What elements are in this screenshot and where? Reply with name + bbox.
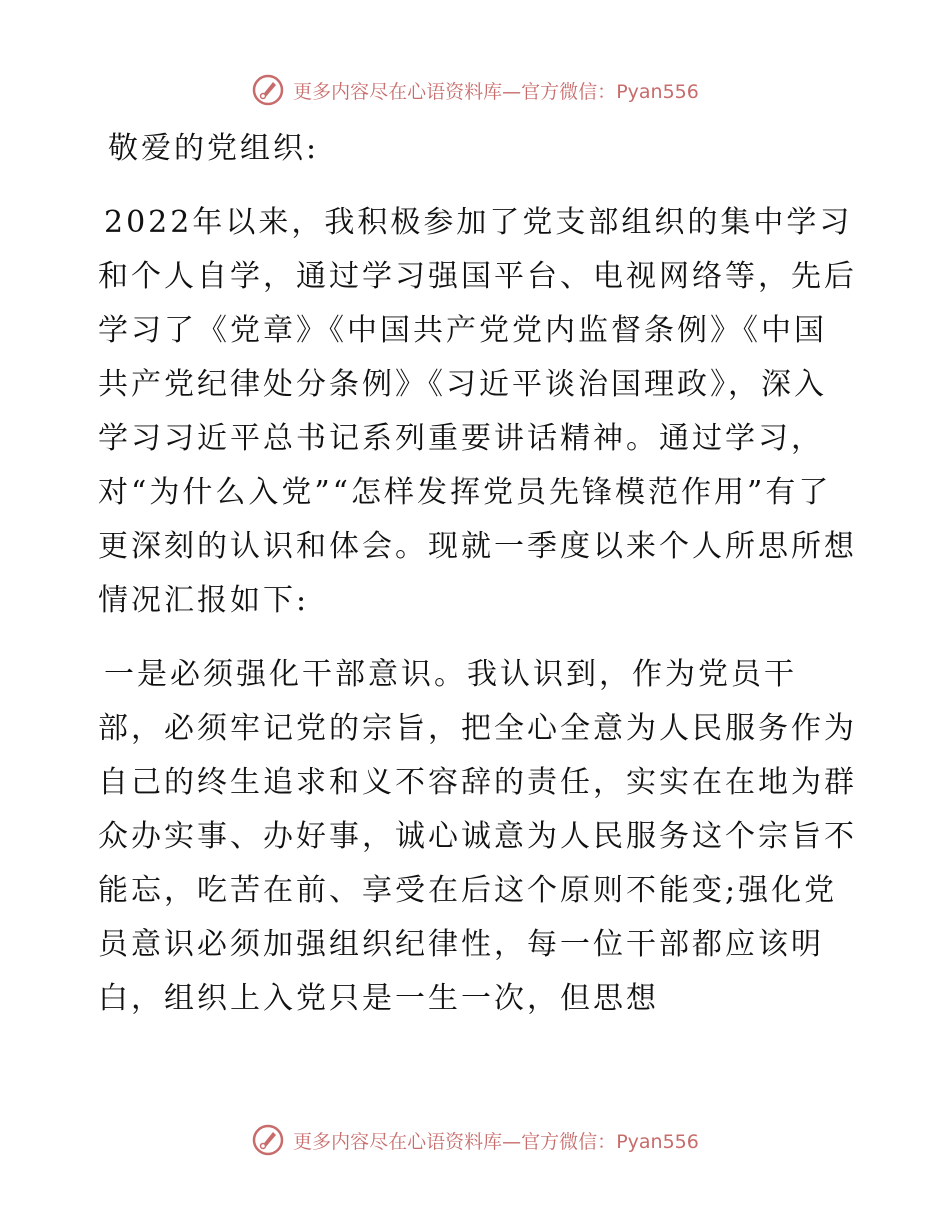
banner-wechat-label: 官方微信： [521, 1130, 617, 1153]
paragraph-1: 2022年以来，我积极参加了党支部组织的集中学习和个人自学，通过学习强国平台、电视网络等，先后学习了《党章》《中国共产党党内监督条例》《中国共产党纪律处分条例》《习近平谈治国理政》，深入学习习近平总书记系列重要讲话精神。通过学习，对“为什么入党”“怎样发挥党员先锋模范作用”有了更深刻的认识和体会。现就一季度以来个人所思所想情况汇报如下: [98, 205, 857, 618]
banner-site-text: 更多内容尽在心语资料库 [293, 1130, 503, 1153]
banner-site-text: 更多内容尽在心语资料库 [293, 80, 503, 103]
quill-seal-icon [251, 73, 285, 107]
banner-wechat-id: Pyan556 [616, 1130, 699, 1153]
banner-dash: — [502, 1130, 522, 1153]
banner-text [293, 1127, 699, 1154]
document-body [98, 122, 858, 1046]
salutation: 敬爱的党组织: [108, 131, 320, 166]
banner-dash: — [502, 80, 522, 103]
banner-wechat-label: 官方微信： [521, 80, 617, 103]
banner-text [293, 77, 699, 104]
footer-banner [0, 1120, 950, 1160]
banner-wechat-id: Pyan556 [616, 80, 699, 103]
paragraph-2: 一是必须强化干部意识。我认识到，作为党员干部，必须牢记党的宗旨，把全心全意为人民服务作为自己的终生追求和义不容辞的责任，实实在在地为群众办实事、办好事，诚心诚意为人民服务这个宗旨不能忘，吃苦在前、享受在后这个原则不能变;强化党员意识必须加强组织纪律性，每一位干部都应该明白，组织上入党只是一生一次，但思想 [98, 657, 857, 1016]
quill-seal-icon [251, 1123, 285, 1157]
header-banner [0, 70, 950, 110]
